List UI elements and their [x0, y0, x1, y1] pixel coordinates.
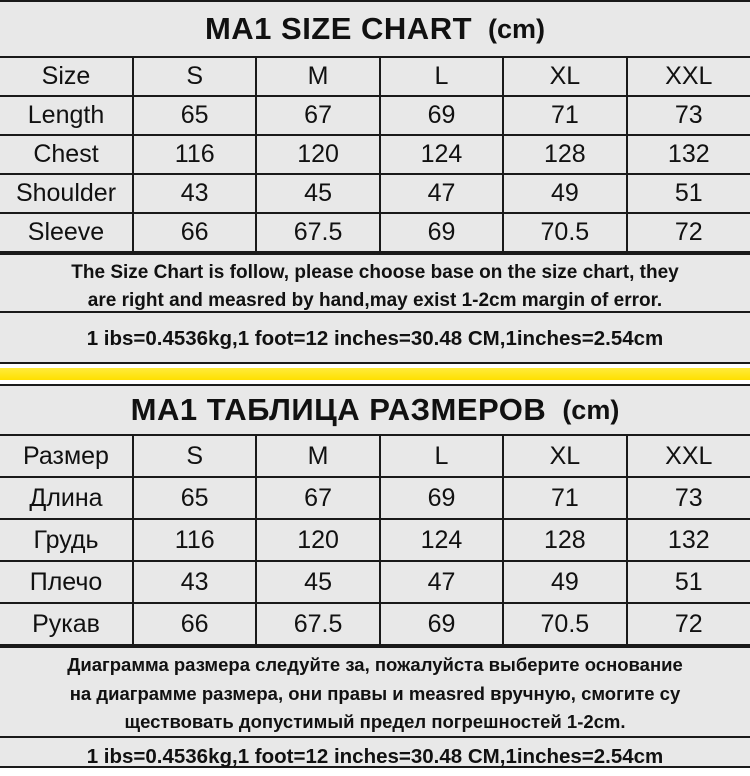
russian-title: MA1 ТАБЛИЦА РАЗМЕРОВ: [130, 392, 547, 427]
table-cell: 128: [503, 135, 626, 174]
english-size-table: [0, 58, 750, 253]
row-label: Length: [0, 96, 133, 135]
table-cell: 116: [133, 135, 256, 174]
row-label: Грудь: [0, 519, 133, 561]
row-label: Sleeve: [0, 213, 133, 252]
table-cell: 70.5: [503, 213, 626, 252]
table-cell: 69: [380, 213, 503, 252]
table-row: [0, 603, 750, 645]
note-line: на диаграмме размера, они правы и measred вручную, смогите су: [69, 682, 681, 704]
note-line: Диаграмма размера следуйте за, пожалуйста выберите основание: [67, 654, 683, 675]
table-cell: 43: [133, 561, 256, 603]
table-header-row: [0, 436, 750, 477]
table-cell: 73: [627, 477, 750, 519]
table-cell: 67.5: [256, 213, 379, 252]
table-cell: 69: [380, 603, 503, 645]
table-cell: 124: [380, 519, 503, 561]
table-cell: 47: [380, 174, 503, 213]
row-label: Chest: [0, 135, 133, 174]
header-cell: M: [256, 436, 379, 477]
table-cell: 66: [133, 603, 256, 645]
table-cell: 51: [627, 561, 750, 603]
russian-size-chart: [0, 384, 750, 768]
table-cell: 43: [133, 174, 256, 213]
english-size-note: [0, 253, 750, 313]
table-cell: 45: [256, 561, 379, 603]
table-cell: 132: [627, 135, 750, 174]
table-cell: 45: [256, 174, 379, 213]
table-cell: 67: [256, 96, 379, 135]
table-cell: 73: [627, 96, 750, 135]
table-cell: 71: [503, 96, 626, 135]
table-cell: 67.5: [256, 603, 379, 645]
table-header-row: [0, 58, 750, 96]
table-cell: 69: [380, 477, 503, 519]
table-cell: 67: [256, 477, 379, 519]
table-cell: 132: [627, 519, 750, 561]
table-cell: 71: [503, 477, 626, 519]
english-title-row: [0, 2, 750, 58]
table-cell: 128: [503, 519, 626, 561]
table-row: [0, 135, 750, 174]
note-line: The Size Chart is follow, please choose base on the size chart, they: [71, 262, 679, 283]
table-row: [0, 174, 750, 213]
note-line: ществовать допустимый предел погрешностей 1-2cm.: [124, 711, 626, 732]
russian-size-note: [0, 646, 750, 738]
table-cell: 65: [133, 477, 256, 519]
table-cell: 65: [133, 96, 256, 135]
note-line: are right and measred by hand,may exist 1-2cm margin of error.: [87, 290, 663, 311]
english-unit: (cm): [488, 13, 546, 44]
english-title: MA1 SIZE CHART: [204, 11, 473, 46]
table-cell: 66: [133, 213, 256, 252]
table-cell: 49: [503, 174, 626, 213]
table-cell: 69: [380, 96, 503, 135]
row-label: Плечо: [0, 561, 133, 603]
table-cell: 124: [380, 135, 503, 174]
russian-unit: (cm): [562, 394, 620, 425]
table-row: [0, 477, 750, 519]
row-label: Shoulder: [0, 174, 133, 213]
table-cell: 120: [256, 135, 379, 174]
yellow-separator: [0, 364, 750, 384]
russian-unit-conversion: 1 ibs=0.4536kg,1 foot=12 inches=30.48 CM,1inches=2.54cm: [86, 745, 664, 768]
header-cell: XL: [503, 436, 626, 477]
table-cell: 70.5: [503, 603, 626, 645]
table-row: [0, 96, 750, 135]
table-row: [0, 519, 750, 561]
table-row: [0, 213, 750, 252]
row-label: Рукав: [0, 603, 133, 645]
english-size-chart: [0, 0, 750, 364]
table-cell: 49: [503, 561, 626, 603]
header-cell: M: [256, 58, 379, 96]
english-unit-conversion: 1 ibs=0.4536kg,1 foot=12 inches=30.48 CM,1inches=2.54cm: [86, 327, 664, 350]
table-cell: 72: [627, 213, 750, 252]
table-cell: 120: [256, 519, 379, 561]
table-cell: 51: [627, 174, 750, 213]
russian-size-table: [0, 436, 750, 646]
header-cell: S: [133, 436, 256, 477]
russian-title-row: [0, 386, 750, 436]
header-cell: XXL: [627, 436, 750, 477]
table-cell: 47: [380, 561, 503, 603]
row-label: Длина: [0, 477, 133, 519]
header-cell: XL: [503, 58, 626, 96]
table-row: [0, 561, 750, 603]
header-cell: L: [380, 436, 503, 477]
header-cell: Size: [0, 58, 133, 96]
header-cell: L: [380, 58, 503, 96]
header-cell: S: [133, 58, 256, 96]
table-cell: 72: [627, 603, 750, 645]
header-cell: XXL: [627, 58, 750, 96]
header-cell: Размер: [0, 436, 133, 477]
table-cell: 116: [133, 519, 256, 561]
